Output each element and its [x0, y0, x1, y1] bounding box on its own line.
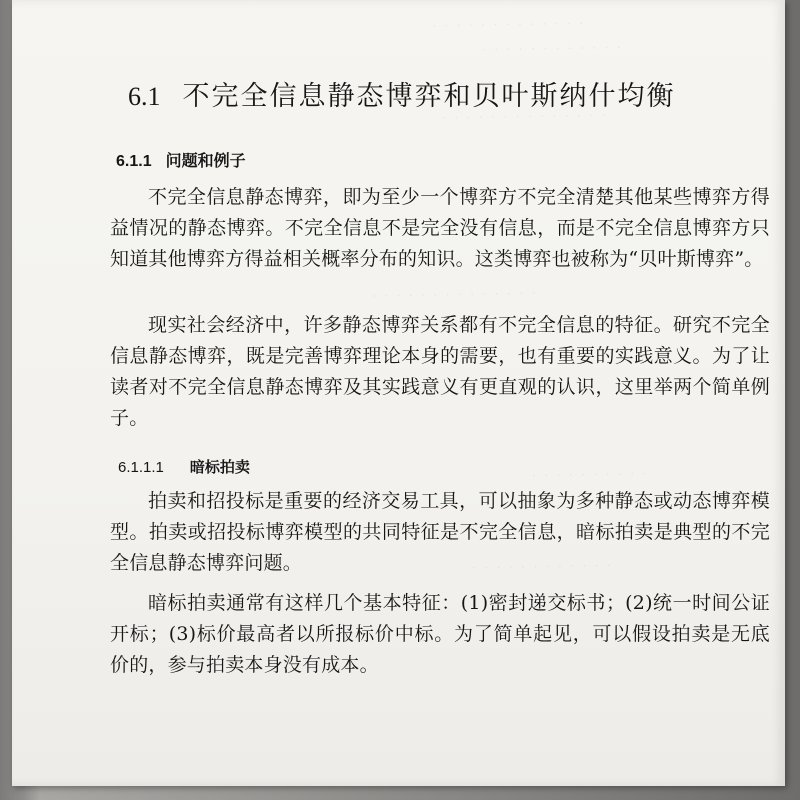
subsection-heading	[116, 150, 246, 173]
paragraph: 拍卖和招投标是重要的经济交易工具，可以抽象为多种静态或动态博弈模型。拍卖或招投标博弈模型的共同特征是不完全信息，暗标拍卖是典型的不完全信息静态博弈问题。	[110, 490, 770, 574]
paragraph: 暗标拍卖通常有这样几个基本特征：(1)密封递交标书；(2)统一时间公证开标；(3)标价最高者以所报标价中标。为了简单起见，可以假设拍卖是无底价的，参与拍卖本身没有成本。	[110, 592, 770, 676]
bleed-through-text: · · · · · · · · · · · ·	[472, 558, 614, 577]
bleed-through-text: · · · · · · · · · · · · · ·	[372, 286, 538, 305]
paragraph: 不完全信息静态博弈，即为至少一个博弈方不完全清楚其他某些博弈方得益情况的静态博弈。不完全信息不是完全没有信息，而是不完全信息博弈方只知道其他博弈方得益相关概率分布的知识。这类博弈也被称为“贝叶斯博弈”。	[110, 186, 770, 270]
subsection-title: 问题和例子	[165, 151, 246, 170]
section-title: 不完全信息静态博弈和贝叶斯纳什均衡	[182, 81, 676, 112]
subsection-number: 6.1.1	[116, 153, 152, 170]
subsubsection-title: 暗标拍卖	[189, 458, 250, 476]
bleed-through-text: · · · · · · · · · · · · ·	[432, 16, 586, 35]
subsubsection-heading	[118, 456, 250, 479]
paragraph: 现实社会经济中，许多静态博弈关系都有不完全信息的特征。研究不完全信息静态博弈，既是完善博弈理论本身的需要，也有重要的实践意义。为了让读者对不完全信息静态博弈及其实践意义有更直观的认识，这里举两个简单例子。	[110, 314, 770, 429]
book-page	[12, 0, 785, 786]
subsubsection-number: 6.1.1.1	[118, 459, 164, 476]
bleed-through-text: · · · · · · · · · ·	[532, 466, 649, 485]
section-number: 6.1	[128, 82, 161, 111]
section-heading	[128, 78, 768, 116]
bleed-through-text: · · · · · · · · · · · ·	[482, 40, 624, 59]
bleed-through-text: · · · · · · · · · · · · · ·	[442, 108, 608, 127]
